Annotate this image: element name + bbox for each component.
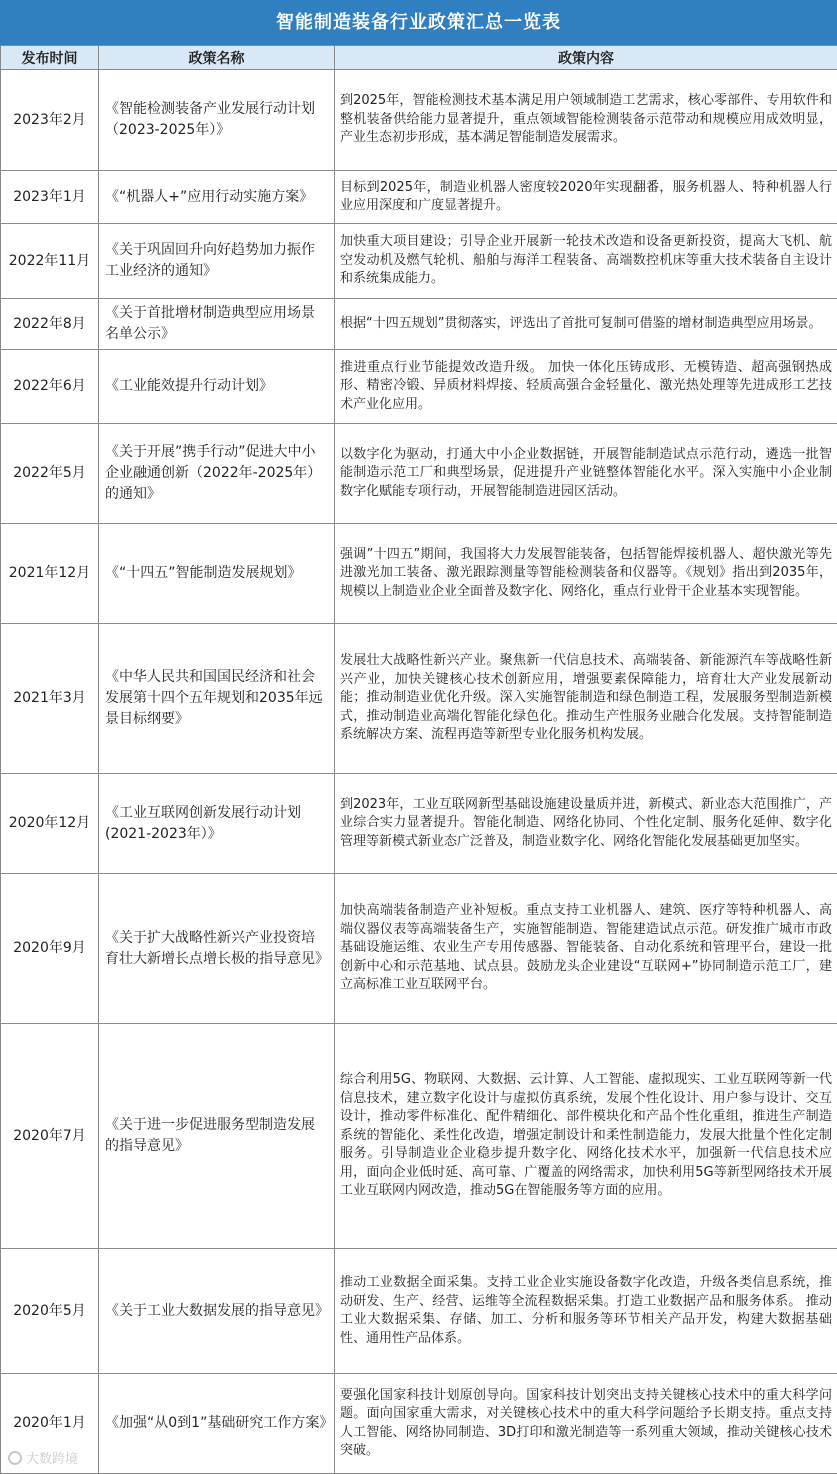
column-header-date: 发布时间 [1, 46, 99, 70]
policy-name: 《工业能效提升行动计划》 [99, 350, 335, 424]
policy-date: 2023年2月 [1, 70, 99, 171]
table-row [1, 774, 837, 874]
policy-name: 《关于开展”携手行动”促进大中小企业融通创新（2022年-2025年）的通知》 [99, 424, 335, 524]
policy-content: 目标到2025年，制造业机器人密度较2020年实现翻番，服务机器人、特种机器人行业应用深度和广度显著提升。 [335, 171, 837, 224]
policy-content: 要强化国家科技计划原创导向。国家科技计划突出支持关键核心技术中的重大科学问题。面向国家重大需求，对关键核心技术中的重大科学问题给予长期支持。重点支持人工智能、网络协同制造、3D打印和激光制造等一系列重大领域，推动关键核心技术突破。 [335, 1374, 837, 1474]
policy-content: 推进重点行业节能提效改造升级。 加快一体化压铸成形、无模铸造、超高强钢热成形、精密冷锻、异质材料焊接、轻质高强合金轻量化、激光热处理等先进成形工艺技术产业化应用。 [335, 350, 837, 424]
table-header-row [1, 46, 837, 70]
policy-name: 《关于工业大数据发展的指导意见》 [99, 1249, 335, 1374]
policy-date: 2021年12月 [1, 524, 99, 624]
table-row [1, 624, 837, 774]
table-row [1, 524, 837, 624]
policy-date: 2020年7月 [1, 1024, 99, 1249]
table-row [1, 70, 837, 171]
column-header-content: 政策内容 [335, 46, 837, 70]
watermark-logo-icon [8, 1451, 22, 1465]
policy-content: 综合利用5G、物联网、大数据、云计算、人工智能、虚拟现实、工业互联网等新一代信息技术，建立数字化设计与虚拟仿真系统，发展个性化设计、用户参与设计、交互设计，推动零件标准化、配件精细化、部件模块化和产品个性化重组，推进生产制造系统的智能化、柔性化改造，增强定制设计和柔性制造能力，发展大批量个性化定制服务。引导制造业企业稳步提升数字化、网络化技术水平，加强新一代信息技术应用，面向企业低时延、高可靠、广覆盖的网络需求，加快利用5G等新型网络技术开展工业互联网内网改造，推动5G在智能服务等方面的应用。 [335, 1024, 837, 1249]
table-row [1, 224, 837, 299]
table-row [1, 874, 837, 1024]
policy-content: 加快高端装备制造产业补短板。重点支持工业机器人、建筑、医疗等特种机器人、高端仪器仪表等高端装备生产，实施智能制造、智能建造试点示范。研发推广城市市政基础设施运维、农业生产专用传感器、智能装备、自动化系统和管理平台，建设一批创新中心和示范基地、试点县。鼓励龙头企业建设“互联网+”协同制造示范工厂，建立高标准工业互联网平台。 [335, 874, 837, 1024]
table-row [1, 1024, 837, 1249]
policy-content: 到2025年，智能检测技术基本满足用户领域制造工艺需求，核心零部件、专用软件和整机装备供给能力显著提升，重点领域智能检测装备示范带动和规模应用成效明显，产业生态初步形成，基本满足智能制造发展需求。 [335, 70, 837, 171]
policy-date: 2022年5月 [1, 424, 99, 524]
policy-name: 《关于巩固回升向好趋势加力振作工业经济的通知》 [99, 224, 335, 299]
policy-name: 《“十四五”智能制造发展规划》 [99, 524, 335, 624]
table-row [1, 1374, 837, 1474]
policy-content: 推动工业数据全面采集。支持工业企业实施设备数字化改造，升级各类信息系统，推动研发、生产、经营、运维等全流程数据采集。打造工业数据产品和服务体系。 推动工业大数据采集、存储、加工、分析和服务等环节相关产品开发，构建大数据基础性、通用性产品体系。 [335, 1249, 837, 1374]
policy-date: 2020年12月 [1, 774, 99, 874]
policy-name: 《工业互联网创新发展行动计划 (2021-2023年）》 [99, 774, 335, 874]
policy-date: 2021年3月 [1, 624, 99, 774]
policy-date: 2022年11月 [1, 224, 99, 299]
table-row [1, 299, 837, 350]
page-title: 智能制造装备行业政策汇总一览表 [0, 0, 837, 45]
policy-date: 2023年1月 [1, 171, 99, 224]
policy-name: 《智能检测装备产业发展行动计划（2023-2025年）》 [99, 70, 335, 171]
table-row [1, 1249, 837, 1374]
watermark [8, 1448, 78, 1467]
policy-name: 《关于进一步促进服务型制造发展的指导意见》 [99, 1024, 335, 1249]
policy-name: 《中华人民共和国国民经济和社会发展第十四个五年规划和2035年远景目标纲要》 [99, 624, 335, 774]
policy-date: 2020年9月 [1, 874, 99, 1024]
policy-date: 2020年1月 [1, 1374, 99, 1474]
policy-content: 到2023年，工业互联网新型基础设施建设量质并进，新模式、新业态大范围推广，产业综合实力显著提升。智能化制造、网络化协同、个性化定制、服务化延伸、数字化管理等新模式新业态广泛普及，制造业数字化、网络化智能化发展基础更加坚实。 [335, 774, 837, 874]
policy-name: 《关于首批增材制造典型应用场景名单公示》 [99, 299, 335, 350]
policy-content: 加快重大项目建设；引导企业开展新一轮技术改造和设备更新投资，提高大飞机、航空发动机及燃气轮机、船舶与海洋工程装备、高端数控机床等重大技术装备自主设计和系统集成能力。 [335, 224, 837, 299]
policy-content: 发展壮大战略性新兴产业。聚焦新一代信息技术、高端装备、新能源汽车等战略性新兴产业，加快关键核心技术创新应用，增强要素保障能力，培育壮大产业发展新动能；推动制造业优化升级。深入实施智能制造和绿色制造工程，发展服务型制造新模式，推动制造业高端化智能化绿色化。推动生产性服务业融合化发展。支持智能制造系统解决方案、流程再造等新型专业化服务机构发展。 [335, 624, 837, 774]
column-header-name: 政策名称 [99, 46, 335, 70]
watermark-text: 大数跨境 [26, 1448, 78, 1467]
policy-date: 2022年8月 [1, 299, 99, 350]
policy-name: 《“机器人+”应用行动实施方案》 [99, 171, 335, 224]
policy-table [0, 45, 837, 1474]
table-row [1, 424, 837, 524]
policy-date: 2022年6月 [1, 350, 99, 424]
policy-content: 强调”十四五”期间，我国将大力发展智能装备，包括智能焊接机器人、超快激光等先进激光加工装备、激光跟踪测量等智能检测装备和仪器等。《规划》指出到2035年，规模以上制造业企业全面普及数字化、网络化，重点行业骨干企业基本实现智能。 [335, 524, 837, 624]
policy-name: 《关于扩大战略性新兴产业投资培育壮大新增长点增长极的指导意见》 [99, 874, 335, 1024]
table-row [1, 350, 837, 424]
policy-content: 根据“十四五规划”贯彻落实，评选出了首批可复制可借鉴的增材制造典型应用场景。 [335, 299, 837, 350]
policy-name: 《加强“从0到1”基础研究工作方案》 [99, 1374, 335, 1474]
table-row [1, 171, 837, 224]
policy-date: 2020年5月 [1, 1249, 99, 1374]
policy-content: 以数字化为驱动，打通大中小企业数据链，开展智能制造试点示范行动，遴选一批智能制造示范工厂和典型场景，促进提升产业链整体智能化水平。深入实施中小企业制数字化赋能专项行动，开展智能制造进园区活动。 [335, 424, 837, 524]
